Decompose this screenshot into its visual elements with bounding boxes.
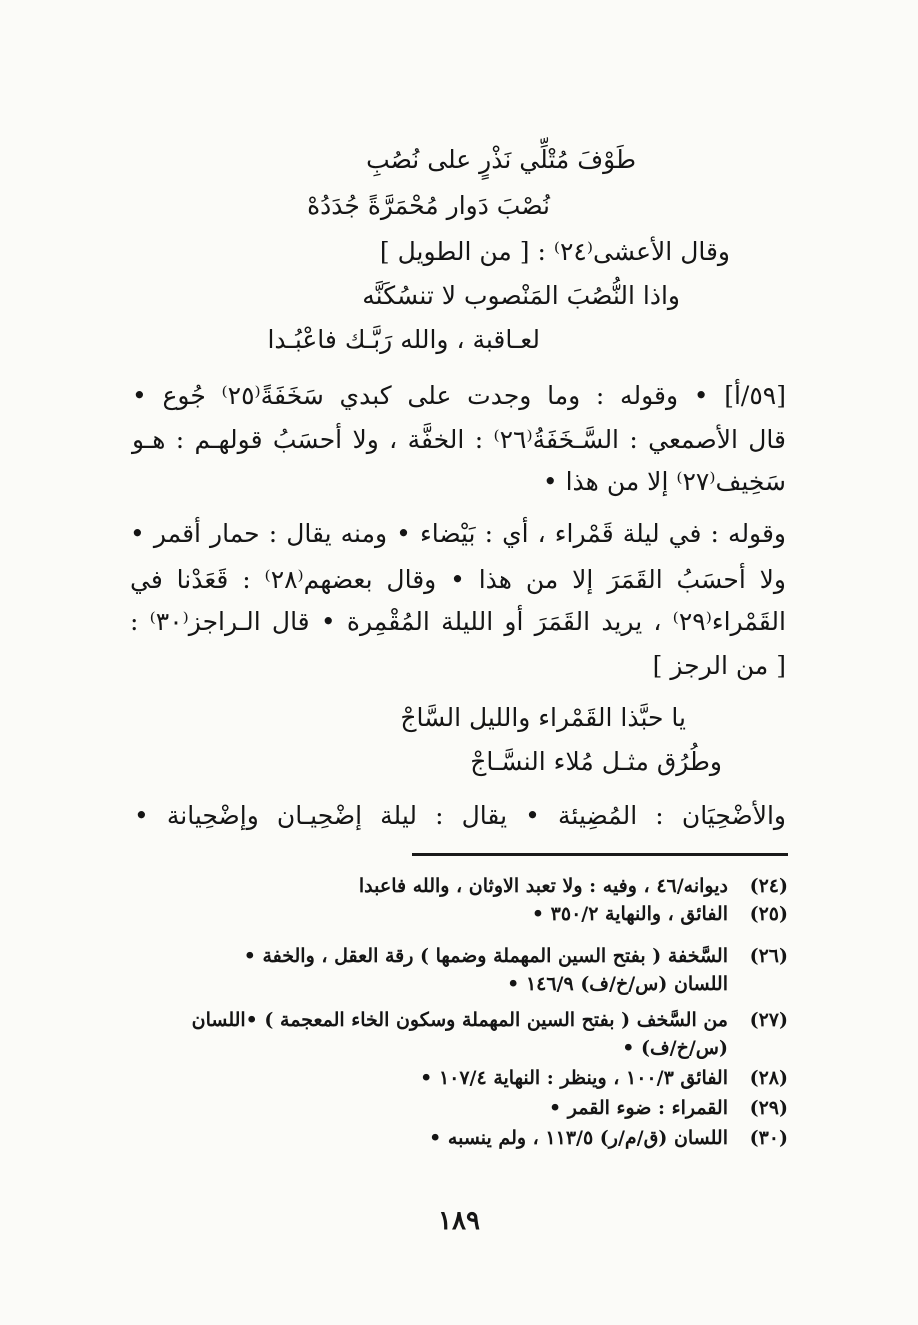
footnote-text: (س/خ/ف) • xyxy=(622,1037,728,1059)
footnote-28 xyxy=(420,1064,788,1092)
footnote-30 xyxy=(429,1124,788,1152)
footnote-number: (٢٤) xyxy=(749,875,788,897)
footnote-divider xyxy=(412,853,788,856)
footnote-26-cont xyxy=(507,970,788,998)
para1-line2: قال الأصمعي : السَّـخَفَةُ⁽٢٦⁾ : الخفَّة ، ولا أحسَبُ قولهـم : هـو xyxy=(132,425,787,454)
para1-line1: [٥٩/أ] • وقوله : وما وجدت على كبدي سَخَفَةً⁽٢٥⁾ جُوع • xyxy=(132,381,786,410)
poem-intro-asha: وقال الأعشى⁽٢٤⁾ : [ من الطويل ] xyxy=(379,237,730,266)
para2-line3: القَمْراء⁽٢٩⁾ ، يريد القَمَرَ أو الليلة المُقْمِرة • قال الـراجز⁽٣٠⁾ : xyxy=(130,607,786,636)
footnote-text: الفائق ، والنهاية ٣٥٠/٢ • xyxy=(531,903,728,925)
para2-line1: وقوله : في ليلة قَمْراء ، أي : بَيْضاء • ومنه يقال : حمار أقمر • xyxy=(130,519,786,548)
footnote-text: اللسان (ق/م/ر) ١١٣/٥ ، ولم ينسبه • xyxy=(429,1127,728,1149)
footnote-text: من السَّخف ( بفتح السين المهملة وسكون الخاء المعجمة ) •اللسان xyxy=(191,1009,728,1031)
footnote-text: ديوانه/٤٦ ، وفيه : ولا تعبد الاوثان ، والله فاعبدا xyxy=(358,875,728,897)
footnote-number: (٢٩) xyxy=(749,1097,788,1119)
footnote-text: القمراء : ضوء القمر • xyxy=(548,1097,728,1119)
para2-line4: [ من الرجز ] xyxy=(652,651,786,680)
para2-line2: ولا أحسَبُ القَمَرَ إلا من هذا • وقال بعضهم⁽٢٨⁾ : قَعَدْنا في xyxy=(130,565,786,594)
footnote-text: الفائق ١٠٠/٣ ، وينظر : النهاية ١٠٧/٤ • xyxy=(420,1067,728,1089)
para3: والأضْحِيَان : المُضِيئة • يقال : ليلة إضْحِيـان وإضْحِيانة • xyxy=(134,801,786,830)
verse1-line2: نُصْبَ دَوار مُحْمَرَّةً جُدَدُهْ xyxy=(307,191,550,220)
footnote-number: (٣٠) xyxy=(749,1127,788,1149)
footnote-24 xyxy=(359,872,788,900)
page-number: ١٨٩ xyxy=(438,1206,480,1236)
footnote-26 xyxy=(244,942,788,970)
footnote-number: (٢٧) xyxy=(749,1009,788,1031)
footnote-29 xyxy=(549,1094,788,1122)
footnote-27-cont xyxy=(622,1034,788,1062)
verse2-line2: لعـاقبة ، والله رَبَّـك فاعْبُـدا xyxy=(267,325,540,354)
footnote-number: (٢٦) xyxy=(749,945,788,967)
footnote-number: (٢٨) xyxy=(749,1067,788,1089)
verse1-line1: طَوْفَ مُتْلِّي نَذْرٍ على نُصُبِ xyxy=(366,145,636,174)
footnote-text: اللسان (س/خ/ف) ١٤٦/٩ • xyxy=(507,973,728,995)
verse3-line1: يا حبَّذا القَمْراء والليل السَّاجْ xyxy=(400,703,686,732)
para1-line3: سَخِيف⁽٢٧⁾ إلا من هذا • xyxy=(542,467,786,496)
footnote-25 xyxy=(532,900,788,928)
footnote-text: السَّخفة ( بفتح السين المهملة وضمها ) رقة العقل ، والخفة • xyxy=(243,945,728,967)
verse3-line2: وطُرُق مثـل مُلاء النسَّـاجْ xyxy=(470,747,722,776)
footnote-27 xyxy=(192,1006,788,1034)
verse2-line1: واذا النُّصُبَ المَنْصوب لا تنسُكَنَّه xyxy=(362,281,680,310)
footnote-number: (٢٥) xyxy=(749,903,788,925)
